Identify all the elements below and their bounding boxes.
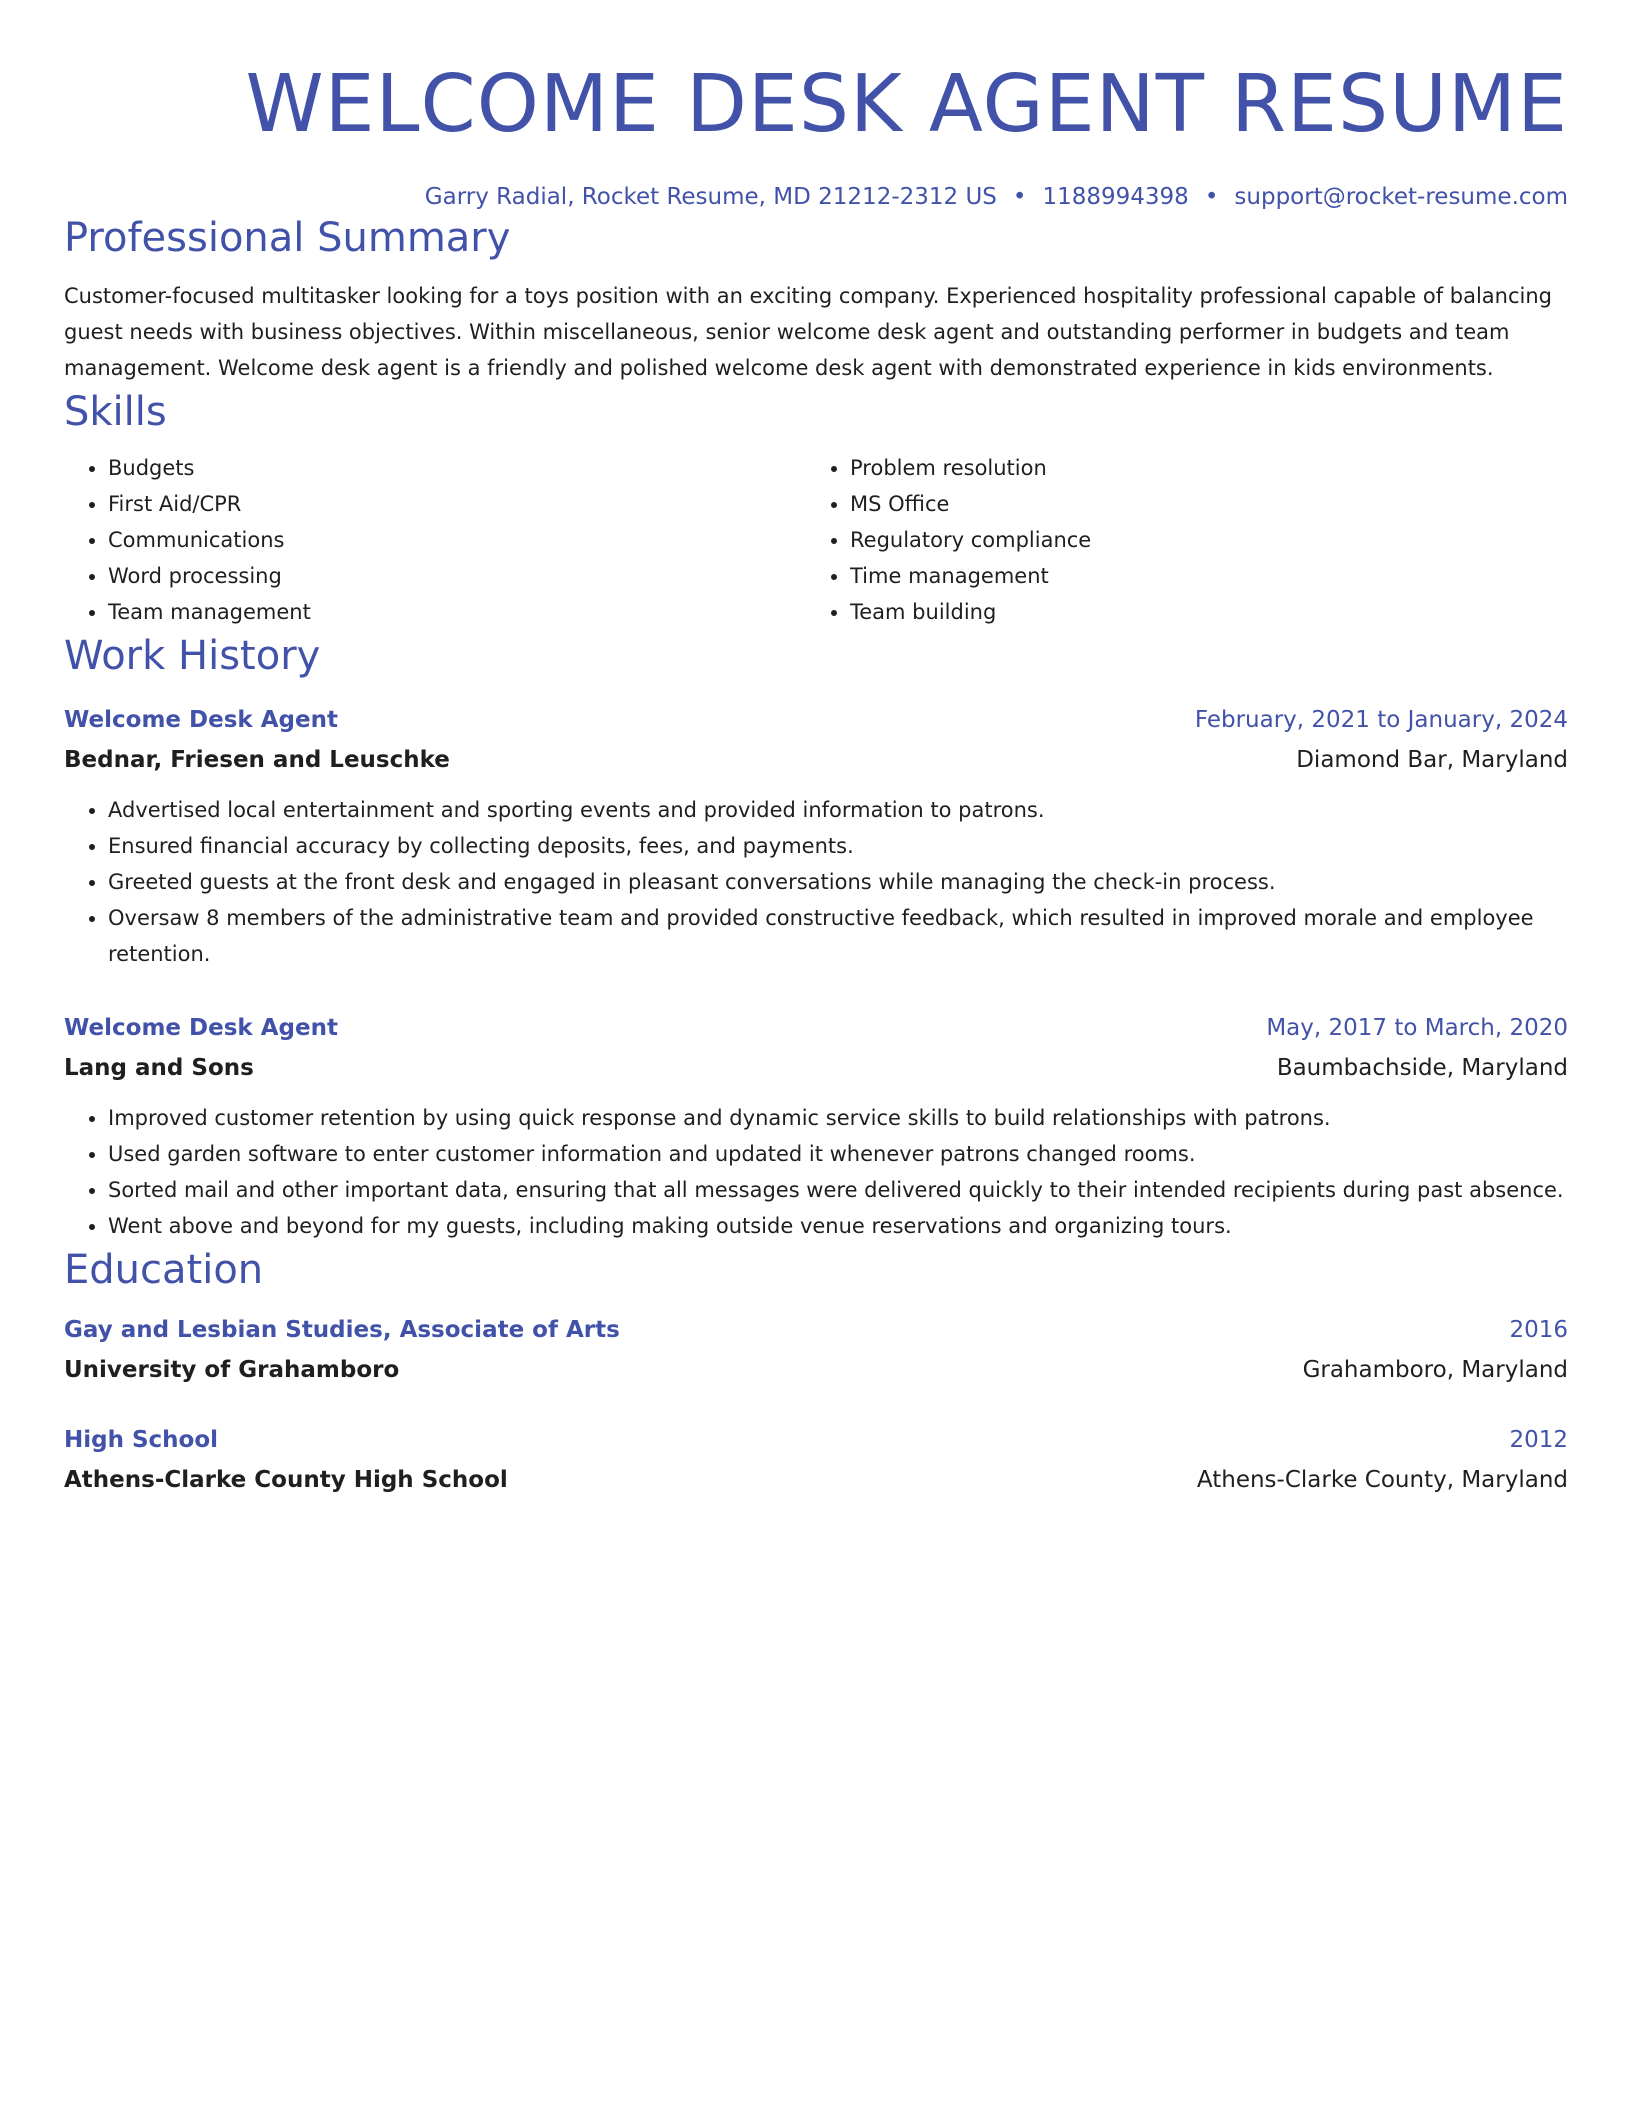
skill-item: • Problem resolution <box>850 450 1548 486</box>
skills-heading: Skills <box>64 389 167 435</box>
job-bullet: • Advertised local entertainment and sporting events and provided information to patrons. <box>108 792 1568 828</box>
job-header <box>64 700 1568 740</box>
education-school-row <box>64 1350 1568 1390</box>
job-bullet: • Oversaw 8 members of the administrative team and provided constructive feedback, which resulted in improved morale and employee retention. <box>108 900 1568 972</box>
job-entry <box>64 1008 1568 1244</box>
work-history-heading: Work History <box>64 633 321 679</box>
skill-item: • MS Office <box>850 486 1548 522</box>
job-bullets <box>64 792 1568 972</box>
education-school: Athens-Clarke County High School <box>64 1467 508 1493</box>
skill-item: • Word processing <box>108 558 806 594</box>
job-bullet: • Ensured financial accuracy by collecting deposits, fees, and payments. <box>108 828 1568 864</box>
skill-item: • Budgets <box>108 450 806 486</box>
job-bullet: • Improved customer retention by using quick response and dynamic service skills to build relationships with patrons. <box>108 1100 1568 1136</box>
job-role: Welcome Desk Agent <box>64 707 338 733</box>
job-entry <box>64 700 1568 972</box>
summary-heading: Professional Summary <box>64 215 511 261</box>
job-bullet: • Used garden software to enter customer information and updated it whenever patrons changed rooms. <box>108 1136 1568 1172</box>
contact-separator: • <box>1204 184 1219 210</box>
contact-separator: • <box>1012 184 1027 210</box>
skills-list <box>64 450 1568 630</box>
job-bullets <box>64 1100 1568 1244</box>
education-degree: High School <box>64 1427 219 1453</box>
job-location: Diamond Bar, Maryland <box>1296 747 1568 773</box>
education-degree: Gay and Lesbian Studies, Associate of Arts <box>64 1317 620 1343</box>
job-employer <box>64 740 1568 780</box>
contact-address: Garry Radial, Rocket Resume, MD 21212-2312 US <box>424 184 997 210</box>
job-bullet: • Sorted mail and other important data, ensuring that all messages were delivered quickly to their intended recipients during past absence. <box>108 1172 1568 1208</box>
skill-item: • First Aid/CPR <box>108 486 806 522</box>
skills-column-right <box>806 450 1548 630</box>
education-entry <box>64 1310 1568 1390</box>
job-employer <box>64 1048 1568 1088</box>
education-year: 2016 <box>1509 1317 1568 1343</box>
education-school: University of Grahamboro <box>64 1357 400 1383</box>
job-bullet: • Went above and beyond for my guests, including making outside venue reservations and organizing tours. <box>108 1208 1568 1244</box>
education-header <box>64 1420 1568 1460</box>
skill-item: • Regulatory compliance <box>850 522 1548 558</box>
education-location: Grahamboro, Maryland <box>1302 1357 1568 1383</box>
contact-phone: 1188994398 <box>1042 184 1189 210</box>
education-year: 2012 <box>1509 1427 1568 1453</box>
job-company: Lang and Sons <box>64 1055 254 1081</box>
skill-item: • Team management <box>108 594 806 630</box>
education-school-row <box>64 1460 1568 1500</box>
skill-item: • Communications <box>108 522 806 558</box>
job-dates: May, 2017 to March, 2020 <box>1266 1015 1568 1041</box>
contact-email: support@rocket-resume.com <box>1234 184 1568 210</box>
job-header <box>64 1008 1568 1048</box>
skills-column-left <box>64 450 806 630</box>
summary-text: Customer-focused multitasker looking for a toys position with an exciting company. Experienced hospitality professional capable of balancing guest needs with business objectives. Within miscellaneous, senior welcome desk agent and outstanding performer in budgets and team management. Welcome desk agent is a friendly and polished welcome desk agent with demonstrated experience in kids environments. <box>64 284 1552 380</box>
job-dates: February, 2021 to January, 2024 <box>1194 707 1568 733</box>
job-company: Bednar, Friesen and Leuschke <box>64 747 450 773</box>
job-location: Baumbachside, Maryland <box>1276 1055 1568 1081</box>
resume-title: WELCOME DESK AGENT RESUME <box>245 58 1568 150</box>
job-role: Welcome Desk Agent <box>64 1015 338 1041</box>
education-heading: Education <box>64 1247 264 1293</box>
skill-item: • Team building <box>850 594 1548 630</box>
job-bullet: • Greeted guests at the front desk and engaged in pleasant conversations while managing the check-in process. <box>108 864 1568 900</box>
skill-item: • Time management <box>850 558 1548 594</box>
education-entry <box>64 1420 1568 1500</box>
contact-line <box>64 182 1568 212</box>
education-header <box>64 1310 1568 1350</box>
education-location: Athens-Clarke County, Maryland <box>1196 1467 1568 1493</box>
